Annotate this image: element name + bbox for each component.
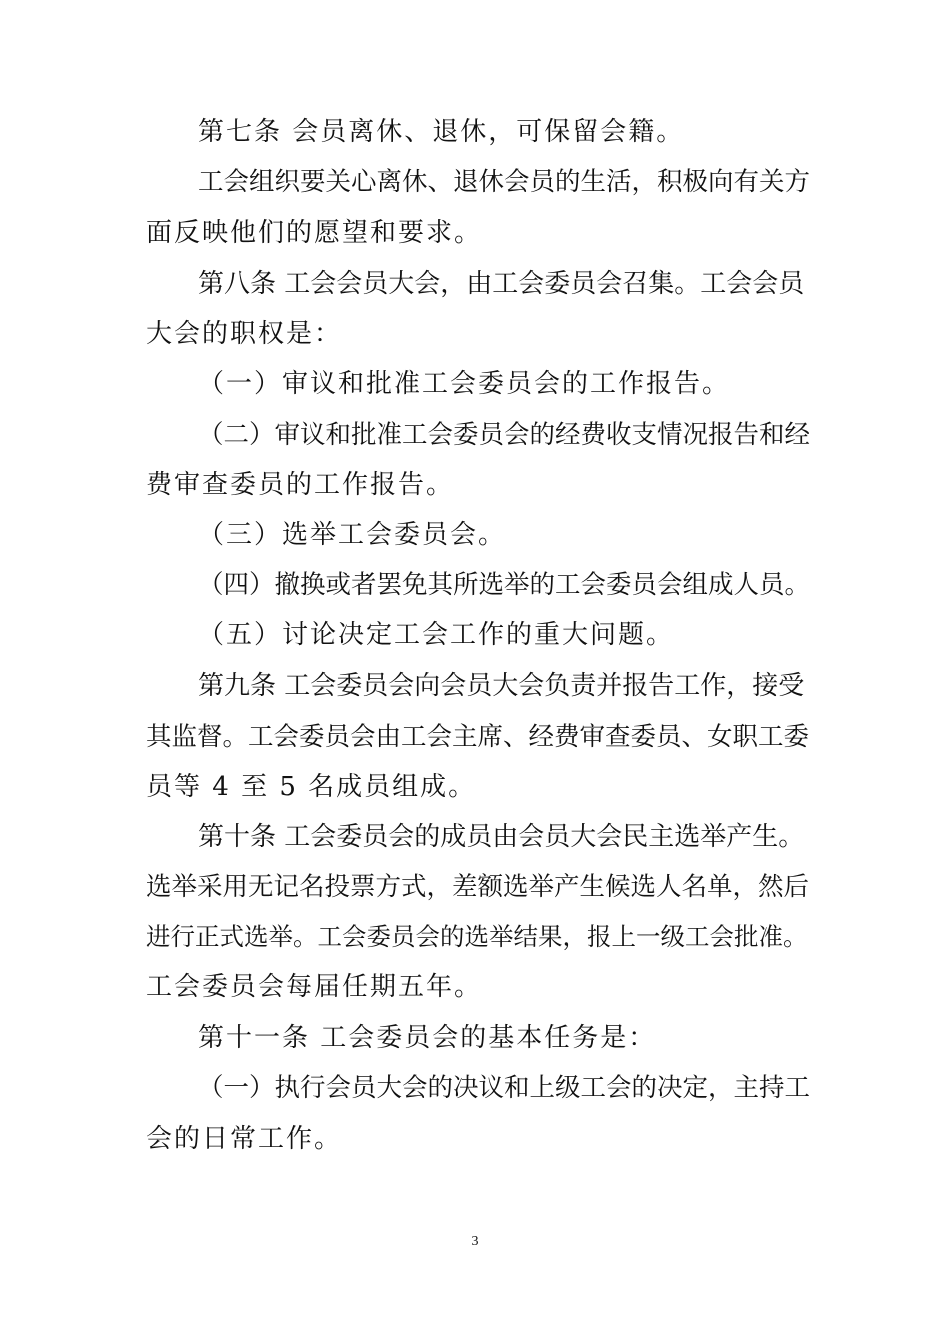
- paragraph-line: 工会委员会每届任期五年。: [146, 972, 483, 1002]
- paragraph-line: 进行正式选举。工会委员会的选举结果，报上一级工会批准。: [146, 922, 808, 951]
- article-10-line: 第十条 工会委员会的成员由会员大会民主选举产生。: [198, 822, 805, 852]
- article-8-line: 第八条 工会会员大会，由工会委员会召集。工会会员: [198, 269, 805, 299]
- paragraph-line: 工会组织要关心离休、退休会员的生活，积极向有关方: [198, 167, 811, 197]
- article-9-line: 第九条 工会委员会向会员大会负责并报告工作，接受: [198, 671, 805, 701]
- paragraph-line: 费审查委员的工作报告。: [146, 470, 455, 500]
- paragraph-line: 大会的职权是：: [146, 319, 343, 349]
- page-number: 3: [471, 1234, 479, 1249]
- paragraph-line: 会的日常工作。: [146, 1124, 343, 1154]
- article-11-line: 第十一条 工会委员会的基本任务是：: [198, 1023, 657, 1053]
- list-item-line: （三）选举工会委员会。: [198, 520, 507, 550]
- list-item-line: （五）讨论决定工会工作的重大问题。: [198, 620, 675, 650]
- paragraph-line: 面反映他们的愿望和要求。: [146, 218, 483, 248]
- list-item-line: （二）审议和批准工会委员会的经费收支情况报告和经: [198, 420, 811, 450]
- list-item-line: （一）执行会员大会的决议和上级工会的决定，主持工: [198, 1073, 811, 1103]
- article-7-line: 第七条 会员离休、退休，可保留会籍。: [198, 117, 685, 147]
- paragraph-line: 选举采用无记名投票方式，差额选举产生候选人名单，然后: [146, 872, 810, 902]
- paragraph-line: 其监督。工会委员会由工会主席、经费审查委员、女职工委: [146, 722, 810, 752]
- paragraph-line: 员等 4 至 5 名成员组成。: [146, 772, 477, 802]
- list-item-line: （一）审议和批准工会委员会的工作报告。: [198, 369, 731, 399]
- list-item-line: （四）撤换或者罢免其所选举的工会委员会组成人员。: [198, 570, 811, 600]
